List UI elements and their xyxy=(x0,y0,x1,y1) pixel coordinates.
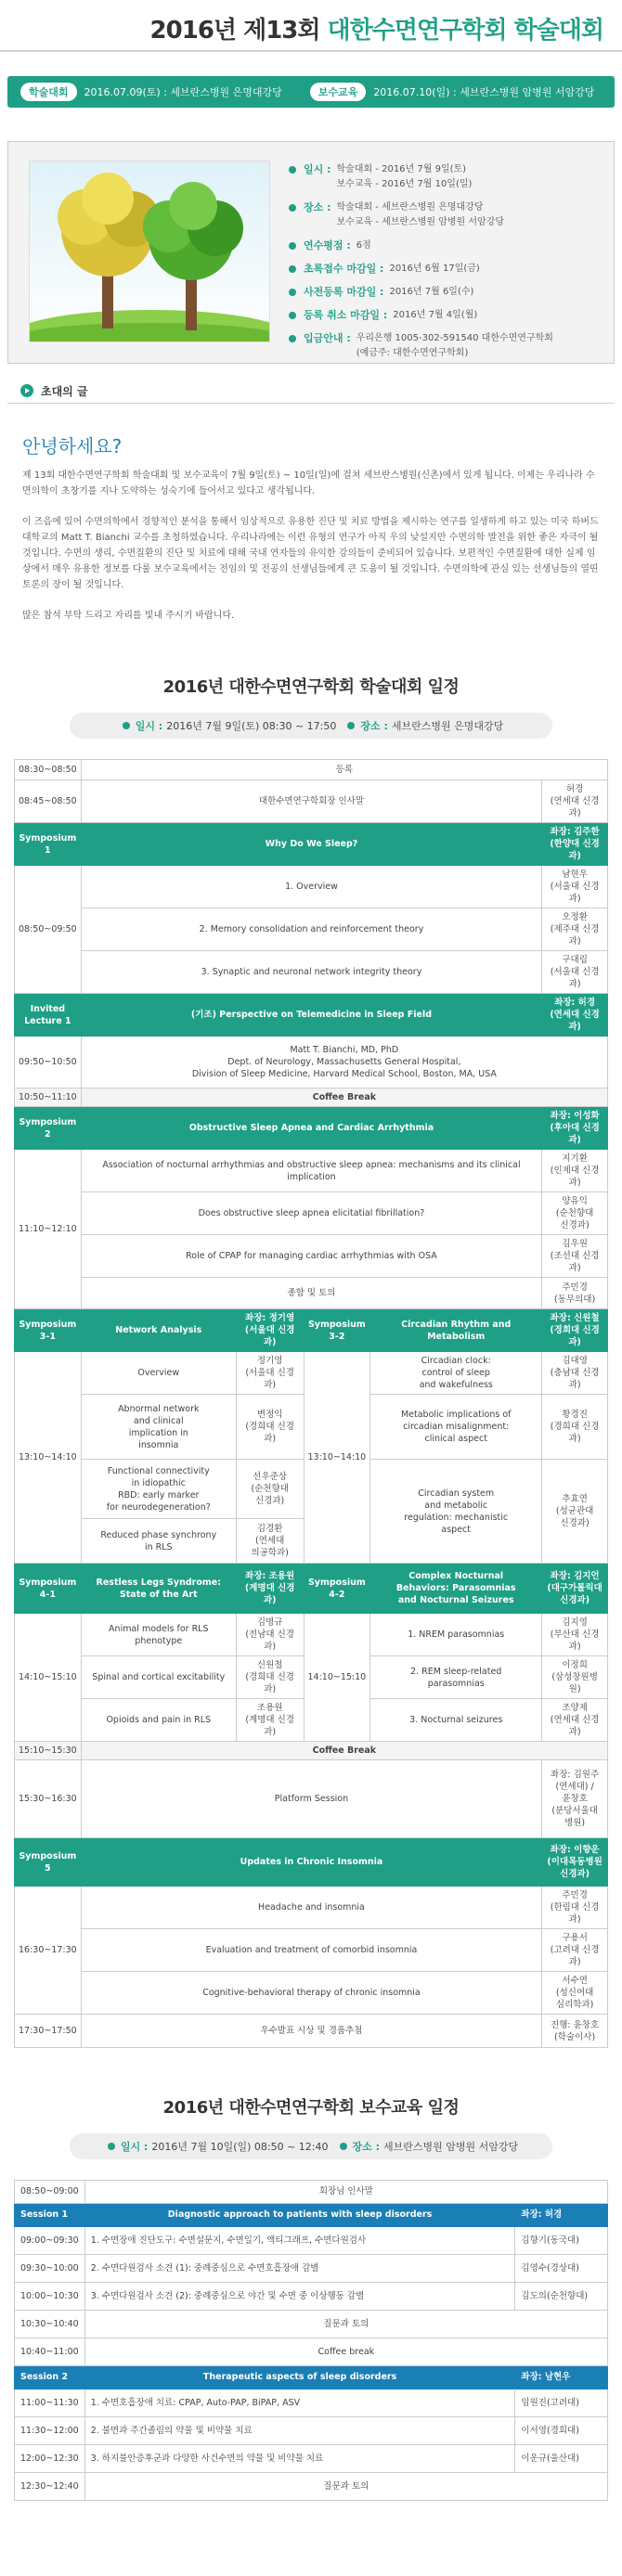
table-cell: Diagnostic approach to patients with sleep disorders xyxy=(84,2204,515,2227)
table-cell: 1. 수면장애 진단도구: 수면설문지, 수면일기, 액티그래프, 수면다원검사 xyxy=(84,2227,515,2255)
bullet-icon xyxy=(347,722,355,729)
table-row xyxy=(15,760,608,780)
bullet-icon xyxy=(289,265,296,273)
table-row xyxy=(15,2338,608,2366)
table-row xyxy=(15,1235,608,1278)
table-cell: 좌장: 이성화 (후아대 신경과) xyxy=(542,1107,608,1150)
table-cell: 09:00~09:30 xyxy=(15,2227,85,2255)
table-cell: 11:10~12:10 xyxy=(15,1150,82,1309)
table-row xyxy=(15,2366,608,2389)
table-cell: Reduced phase synchrony in RLS xyxy=(81,1519,236,1564)
table-cell: 13:10~14:10 xyxy=(304,1352,370,1564)
table-row xyxy=(15,1037,608,1088)
table-cell: Symposium 2 xyxy=(15,1107,82,1150)
table-cell: Platform Session xyxy=(81,1760,542,1838)
table-cell: 추효연 (성균관대 신경과) xyxy=(542,1460,608,1564)
table-cell: 신원철 (경희대 신경과) xyxy=(236,1656,304,1699)
table-row xyxy=(15,2227,608,2255)
table-cell: 김경환 (연세대 의공학과) xyxy=(236,1519,304,1564)
table-cell: 조양제 (연세대 신경과) xyxy=(542,1699,608,1742)
event-banner xyxy=(7,76,615,108)
table-row xyxy=(15,1564,608,1614)
table-cell: Coffee Break xyxy=(81,1088,607,1107)
table-cell: 김명규 (전남대 신경과) xyxy=(236,1614,304,1656)
table-cell: Why Do We Sleep? xyxy=(81,823,542,866)
table-cell: 종합 및 토의 xyxy=(81,1278,542,1309)
table-cell: 08:50~09:50 xyxy=(15,866,82,994)
table-cell: Animal models for RLS phenotype xyxy=(81,1614,236,1656)
table-cell: 좌장: 이향운 (이대목동병원 신경과) xyxy=(542,1838,608,1887)
bullet-icon xyxy=(289,312,296,319)
table-cell: 좌장: 김원주 (연세대) / 윤창호 (분당서울대 병원) xyxy=(542,1760,608,1838)
table-cell: 10:40~11:00 xyxy=(15,2338,85,2366)
table-cell: 11:30~12:00 xyxy=(15,2417,85,2445)
table-cell: 주민경 (동무의대) xyxy=(542,1278,608,1309)
table-cell: 지기환 (인제대 신경과) xyxy=(542,1150,608,1192)
conference-date: 2016.07.09(토) : 세브란스병원 은명대강당 xyxy=(84,86,282,98)
conference-schedule-table xyxy=(14,759,608,2048)
table-cell: 12:00~12:30 xyxy=(15,2445,85,2473)
greeting: 안녕하세요? xyxy=(22,435,123,457)
table-cell: Obstructive Sleep Apnea and Cardiac Arrhythmia xyxy=(81,1107,542,1150)
table-cell: Role of CPAP for managing cardiac arrhythmias with OSA xyxy=(81,1235,542,1278)
table-row xyxy=(15,1352,608,1395)
education-date: 2016.07.10(일) : 세브란스병원 암병원 서암강당 xyxy=(373,86,595,98)
table-row xyxy=(15,1088,608,1107)
table-cell: Matt T. Bianchi, MD, PhD Dept. of Neurology, Massachusetts General Hospital, Division of Sleep Medicine, Harvard Medical School, Boston, MA, USA xyxy=(81,1037,607,1088)
invitation-paragraph: 이 즈음에 있어 수면의학에서 경향적인 분석을 통해서 임상적으로 유용한 진단 및 치료 방법을 제시하는 연구를 일생하게 하고 있는 미국 하버드대학교의 Matt T. Bianchi 교수를 초청하였습니다. 우리나라에는 이런 유형의 연구가 아직 우의 낮설지만 수면의학 발전을 위한 좋은 자극이 될 것입니다. 수면의 생리, 수면질환의 진단 및 치료에 대해 국내 연자들의 유익한 강의들이 준비되어 있습니다. 보편적인 수면질환에 대한 실제 임상에서 매우 유용한 정보를 다룰 보수교육에서는 전임의 및 전공의 선생님들에게 큰 도움이 될 것입니다. 수면의학에 관심 있는 선생님들의 열띤 토론의 장이 될 것입니다. xyxy=(22,517,599,590)
table-cell: 좌장: 김주한 (한양대 신경과) xyxy=(542,823,608,866)
table-cell: 16:30~17:30 xyxy=(15,1887,82,2015)
table-row xyxy=(15,2255,608,2283)
table-cell: 선우준상 (순천향대 신경과) xyxy=(236,1460,304,1519)
title-accent: 대한수면연구학회 학술대회 xyxy=(327,17,603,45)
table-cell: 남현우 (서울대 신경과) xyxy=(542,866,608,908)
table-cell: Spinal and cortical excitability xyxy=(81,1656,236,1699)
table-cell: 김지영 (부산대 신경과) xyxy=(542,1614,608,1656)
table-cell: Symposium 3-2 xyxy=(304,1309,370,1352)
table-cell: Complex Nocturnal Behaviors: Parasomnias and Nocturnal Seizures xyxy=(370,1564,542,1614)
table-cell: 김대영 (충남대 신경과) xyxy=(542,1352,608,1395)
table-row xyxy=(15,823,608,866)
invitation-paragraph: 제 13회 대한수면연구학회 학술대회 및 보수교육이 7월 9일(토) ~ 10일(일)에 걸쳐 세브란스병원(신촌)에서 있게 됩니다. 이제는 우리나라 수면의학이 초창기를 지나 도약하는 성숙기에 들어서고 있다고 생각됩니다. xyxy=(22,470,595,496)
title-divider xyxy=(0,50,622,52)
info-item: 연수평점 : 6점 xyxy=(289,238,553,253)
info-list xyxy=(289,162,553,369)
table-cell: Coffee Break xyxy=(81,1742,607,1760)
info-item: 초록접수 마감일 : 2016년 6월 17일(금) xyxy=(289,262,553,277)
info-item: 일시 : 학술대회 - 2016년 7월 9일(토) 보수교육 - 2016년 7월 10일(일) xyxy=(289,162,553,192)
table-cell: 좌장: 정기영 (서울대 신경과) xyxy=(236,1309,304,1352)
table-cell: 13:10~14:10 xyxy=(15,1352,82,1564)
table-cell: 질문과 토의 xyxy=(84,2311,607,2338)
table-cell: Symposium 3-1 xyxy=(15,1309,82,1352)
tree-illustration xyxy=(29,161,270,342)
table-cell: 구용서 (고려대 신경과) xyxy=(542,1929,608,1972)
table-cell: Cognitive-behavioral therapy of chronic insomnia xyxy=(81,1972,542,2015)
table-row xyxy=(15,1614,608,1656)
table-cell: 10:50~11:10 xyxy=(15,1088,82,1107)
title-prefix: 2016년 제13회 xyxy=(149,17,328,45)
table-cell: 08:30~08:50 xyxy=(15,760,82,780)
table-row xyxy=(15,1929,608,1972)
table-cell: Evaluation and treatment of comorbid insomnia xyxy=(81,1929,542,1972)
table-cell: Network Analysis xyxy=(81,1309,236,1352)
table-row xyxy=(15,1150,608,1192)
table-cell: Functional connectivity in idiopathic RBD: early marker for neurodegeneration? xyxy=(81,1460,236,1519)
table-cell: 1. 수면호흡장애 치료: CPAP, Auto-PAP, BiPAP, ASV xyxy=(84,2389,515,2417)
table-row xyxy=(15,2389,608,2417)
table-cell: 08:45~08:50 xyxy=(15,780,82,823)
table-cell: Session 2 xyxy=(15,2366,85,2389)
table-cell: 허경 (연세대 신경과) xyxy=(542,780,608,823)
education-schedule-table xyxy=(14,2180,608,2501)
table-cell: 2. 수면다원검사 소견 (1): 중례중심으로 수면호흡장애 감별 xyxy=(84,2255,515,2283)
table-cell: 등록 xyxy=(81,760,607,780)
table-cell: Restless Legs Syndrome: State of the Art xyxy=(81,1564,236,1614)
bullet-icon xyxy=(123,722,130,729)
table-cell: 10:30~10:40 xyxy=(15,2311,85,2338)
table-row xyxy=(15,1107,608,1150)
bullet-icon xyxy=(340,2143,347,2150)
event-info-box xyxy=(7,141,615,364)
table-cell: 15:10~15:30 xyxy=(15,1742,82,1760)
table-cell: Symposium 1 xyxy=(15,823,82,866)
table-cell: 이운규(울산대) xyxy=(515,2445,608,2473)
table-cell: 변정익 (경희대 신경과) xyxy=(236,1395,304,1460)
table-cell: 우수발표 시상 및 경품추첨 xyxy=(81,2015,542,2048)
table-cell: 회장님 인사말 xyxy=(84,2181,607,2204)
info-item: 등록 취소 마감일 : 2016년 7월 4일(월) xyxy=(289,308,553,323)
table-cell: 황경진 (경희대 신경과) xyxy=(542,1395,608,1460)
table-cell: 1. NREM parasomnias xyxy=(370,1614,542,1656)
table-cell: Does obstructive sleep apnea elicitatial fibrillation? xyxy=(81,1192,542,1235)
table-cell: 정기영 (서울대 신경과) xyxy=(236,1352,304,1395)
table-cell: 이서영(경희대) xyxy=(515,2417,608,2445)
table-cell: 김향기(동국대) xyxy=(515,2227,608,2255)
table-cell: 좌장: 신원철 (경희대 신경과) xyxy=(542,1309,608,1352)
play-circle-icon xyxy=(20,384,33,397)
conference-schedule-title: 2016년 대한수면연구학회 학술대회 일정 xyxy=(162,677,460,697)
table-cell: Opioids and pain in RLS xyxy=(81,1699,236,1742)
table-cell: Circadian system and metabolic regulation: mechanistic aspect xyxy=(370,1460,542,1564)
table-cell: 14:10~15:10 xyxy=(15,1614,82,1742)
table-cell: 조용원 (계명대 신경과) xyxy=(236,1699,304,1742)
table-cell: 좌장: 남현우 xyxy=(515,2366,608,2389)
table-cell: 주민경 (한림대 신경과) xyxy=(542,1887,608,1929)
table-row xyxy=(15,2015,608,2048)
table-cell: 3. 수면다원검사 소견 (2): 중례중심으로 야간 및 수면 중 이상행동 감별 xyxy=(84,2283,515,2311)
table-cell: 09:30~10:00 xyxy=(15,2255,85,2283)
table-cell: 2. REM sleep-related parasomnias xyxy=(370,1656,542,1699)
table-row xyxy=(15,2473,608,2501)
table-cell: 2. 불면과 주간졸림의 약물 및 비약물 치료 xyxy=(84,2417,515,2445)
bullet-icon xyxy=(289,242,296,250)
table-cell: Symposium 4-1 xyxy=(15,1564,82,1614)
table-row xyxy=(15,951,608,994)
table-cell: 08:50~09:00 xyxy=(15,2181,85,2204)
table-cell: 진행: 윤창호 (학술이사) xyxy=(542,2015,608,2048)
education-schedule-title: 2016년 대한수면연구학회 보수교육 일정 xyxy=(162,2098,460,2118)
invitation-heading: 초대의 글 xyxy=(20,380,615,401)
table-row xyxy=(15,2445,608,2473)
bullet-icon xyxy=(289,166,296,174)
table-cell: 좌장: 허경 (연세대 신경과) xyxy=(542,994,608,1037)
table-row xyxy=(15,908,608,951)
info-item: 입금안내 : 우리은행 1005-302-591540 대한수면연구학회 (예금주: 대한수면연구학회) xyxy=(289,331,553,361)
table-cell: 임원진(고려대) xyxy=(515,2389,608,2417)
table-cell: Overview xyxy=(81,1352,236,1395)
table-row xyxy=(15,1760,608,1838)
table-row xyxy=(15,1838,608,1887)
education-schedule-info: 일시 : 2016년 7월 10일(일) 08:50 ~ 12:40 장소 : 세브란스병원 암병원 서암강당 xyxy=(70,2133,552,2159)
table-cell: 2. Memory consolidation and reinforcement theory xyxy=(81,908,542,951)
table-cell: 09:50~10:50 xyxy=(15,1037,82,1088)
table-cell: 김우원 (조선대 신경과) xyxy=(542,1235,608,1278)
table-row xyxy=(15,994,608,1037)
table-cell: Circadian Rhythm and Metabolism xyxy=(370,1309,542,1352)
table-cell: 3. 하지불안증후군과 다양한 사건수면의 약물 및 비약물 치료 xyxy=(84,2445,515,2473)
table-row xyxy=(15,1278,608,1309)
table-cell: Circadian clock: control of sleep and wakefulness xyxy=(370,1352,542,1395)
table-cell: 오정환 (제주대 신경과) xyxy=(542,908,608,951)
conference-schedule-info: 일시 : 2016년 7월 9일(토) 08:30 ~ 17:50 장소 : 세브란스병원 은명대강당 xyxy=(70,713,552,739)
table-cell: Association of nocturnal arrhythmias and obstructive sleep apnea: mechanisms and its clinical implication xyxy=(81,1150,542,1192)
table-row xyxy=(15,1887,608,1929)
table-cell: 김도의(순천향대) xyxy=(515,2283,608,2311)
table-row xyxy=(15,1742,608,1760)
bullet-icon xyxy=(289,204,296,212)
bullet-icon xyxy=(289,335,296,342)
table-cell: 14:10~15:10 xyxy=(304,1614,370,1742)
table-cell: 질문과 토의 xyxy=(84,2473,607,2501)
table-cell: 12:30~12:40 xyxy=(15,2473,85,2501)
table-row xyxy=(15,2181,608,2204)
table-cell: Invited Lecture 1 xyxy=(15,994,82,1037)
table-cell: Headache and insomnia xyxy=(81,1887,542,1929)
education-pill: 보수교육 xyxy=(310,83,367,101)
table-cell: 10:00~10:30 xyxy=(15,2283,85,2311)
table-cell: 대한수면연구학회장 인사말 xyxy=(81,780,542,823)
table-cell: Abnormal network and clinical implication in insomnia xyxy=(81,1395,236,1460)
bullet-icon xyxy=(289,289,296,296)
conference-pill: 학술대회 xyxy=(20,83,77,101)
table-cell: (기조) Perspective on Telemedicine in Sleep Field xyxy=(81,994,542,1037)
table-cell: 좌장: 조용원 (계명대 신경과) xyxy=(236,1564,304,1614)
table-cell: Coffee break xyxy=(84,2338,607,2366)
table-cell: 서수연 (성신여대 심리학과) xyxy=(542,1972,608,2015)
info-item: 사전등록 마감일 : 2016년 7월 6일(수) xyxy=(289,285,553,300)
table-cell: Updates in Chronic Insomnia xyxy=(81,1838,542,1887)
table-cell: 15:30~16:30 xyxy=(15,1760,82,1838)
table-cell: 좌장: 김지언 (대구가톨릭대 신경과) xyxy=(542,1564,608,1614)
table-row xyxy=(15,866,608,908)
table-cell: 이정희 (삼성창원병원) xyxy=(542,1656,608,1699)
section-divider xyxy=(7,403,615,404)
table-cell: 김영수(경상대) xyxy=(515,2255,608,2283)
tree-image xyxy=(30,161,270,342)
table-cell: Therapeutic aspects of sleep disorders xyxy=(84,2366,515,2389)
info-item: 장소 : 학술대회 - 세브란스병원 은명대강당 보수교육 - 세브란스병원 암병원 서암강당 xyxy=(289,200,553,230)
table-row xyxy=(15,2417,608,2445)
table-cell: 양유익 (순천향대 신경과) xyxy=(542,1192,608,1235)
table-cell: 1. Overview xyxy=(81,866,542,908)
table-cell: 3. Synaptic and neuronal network integrity theory xyxy=(81,951,542,994)
table-row xyxy=(15,1192,608,1235)
table-row xyxy=(15,2204,608,2227)
page-title xyxy=(0,0,622,50)
table-cell: 17:30~17:50 xyxy=(15,2015,82,2048)
table-row xyxy=(15,1972,608,2015)
table-row xyxy=(15,2283,608,2311)
table-row xyxy=(15,2311,608,2338)
table-cell: Symposium 5 xyxy=(15,1838,82,1887)
table-cell: 구대림 (서울대 신경과) xyxy=(542,951,608,994)
table-row xyxy=(15,780,608,823)
table-row xyxy=(15,1309,608,1352)
table-cell: Symposium 4-2 xyxy=(304,1564,370,1614)
invitation-paragraph: 많은 참석 부탁 드리고 자리를 빛내 주시기 바랍니다. xyxy=(22,611,235,621)
table-cell: 좌장: 허경 xyxy=(515,2204,608,2227)
table-cell: 3. Nocturnal seizures xyxy=(370,1699,542,1742)
table-cell: Session 1 xyxy=(15,2204,85,2227)
table-cell: 11:00~11:30 xyxy=(15,2389,85,2417)
bullet-icon xyxy=(108,2143,115,2150)
table-cell: Metabolic implications of circadian misalignment: clinical aspect xyxy=(370,1395,542,1460)
